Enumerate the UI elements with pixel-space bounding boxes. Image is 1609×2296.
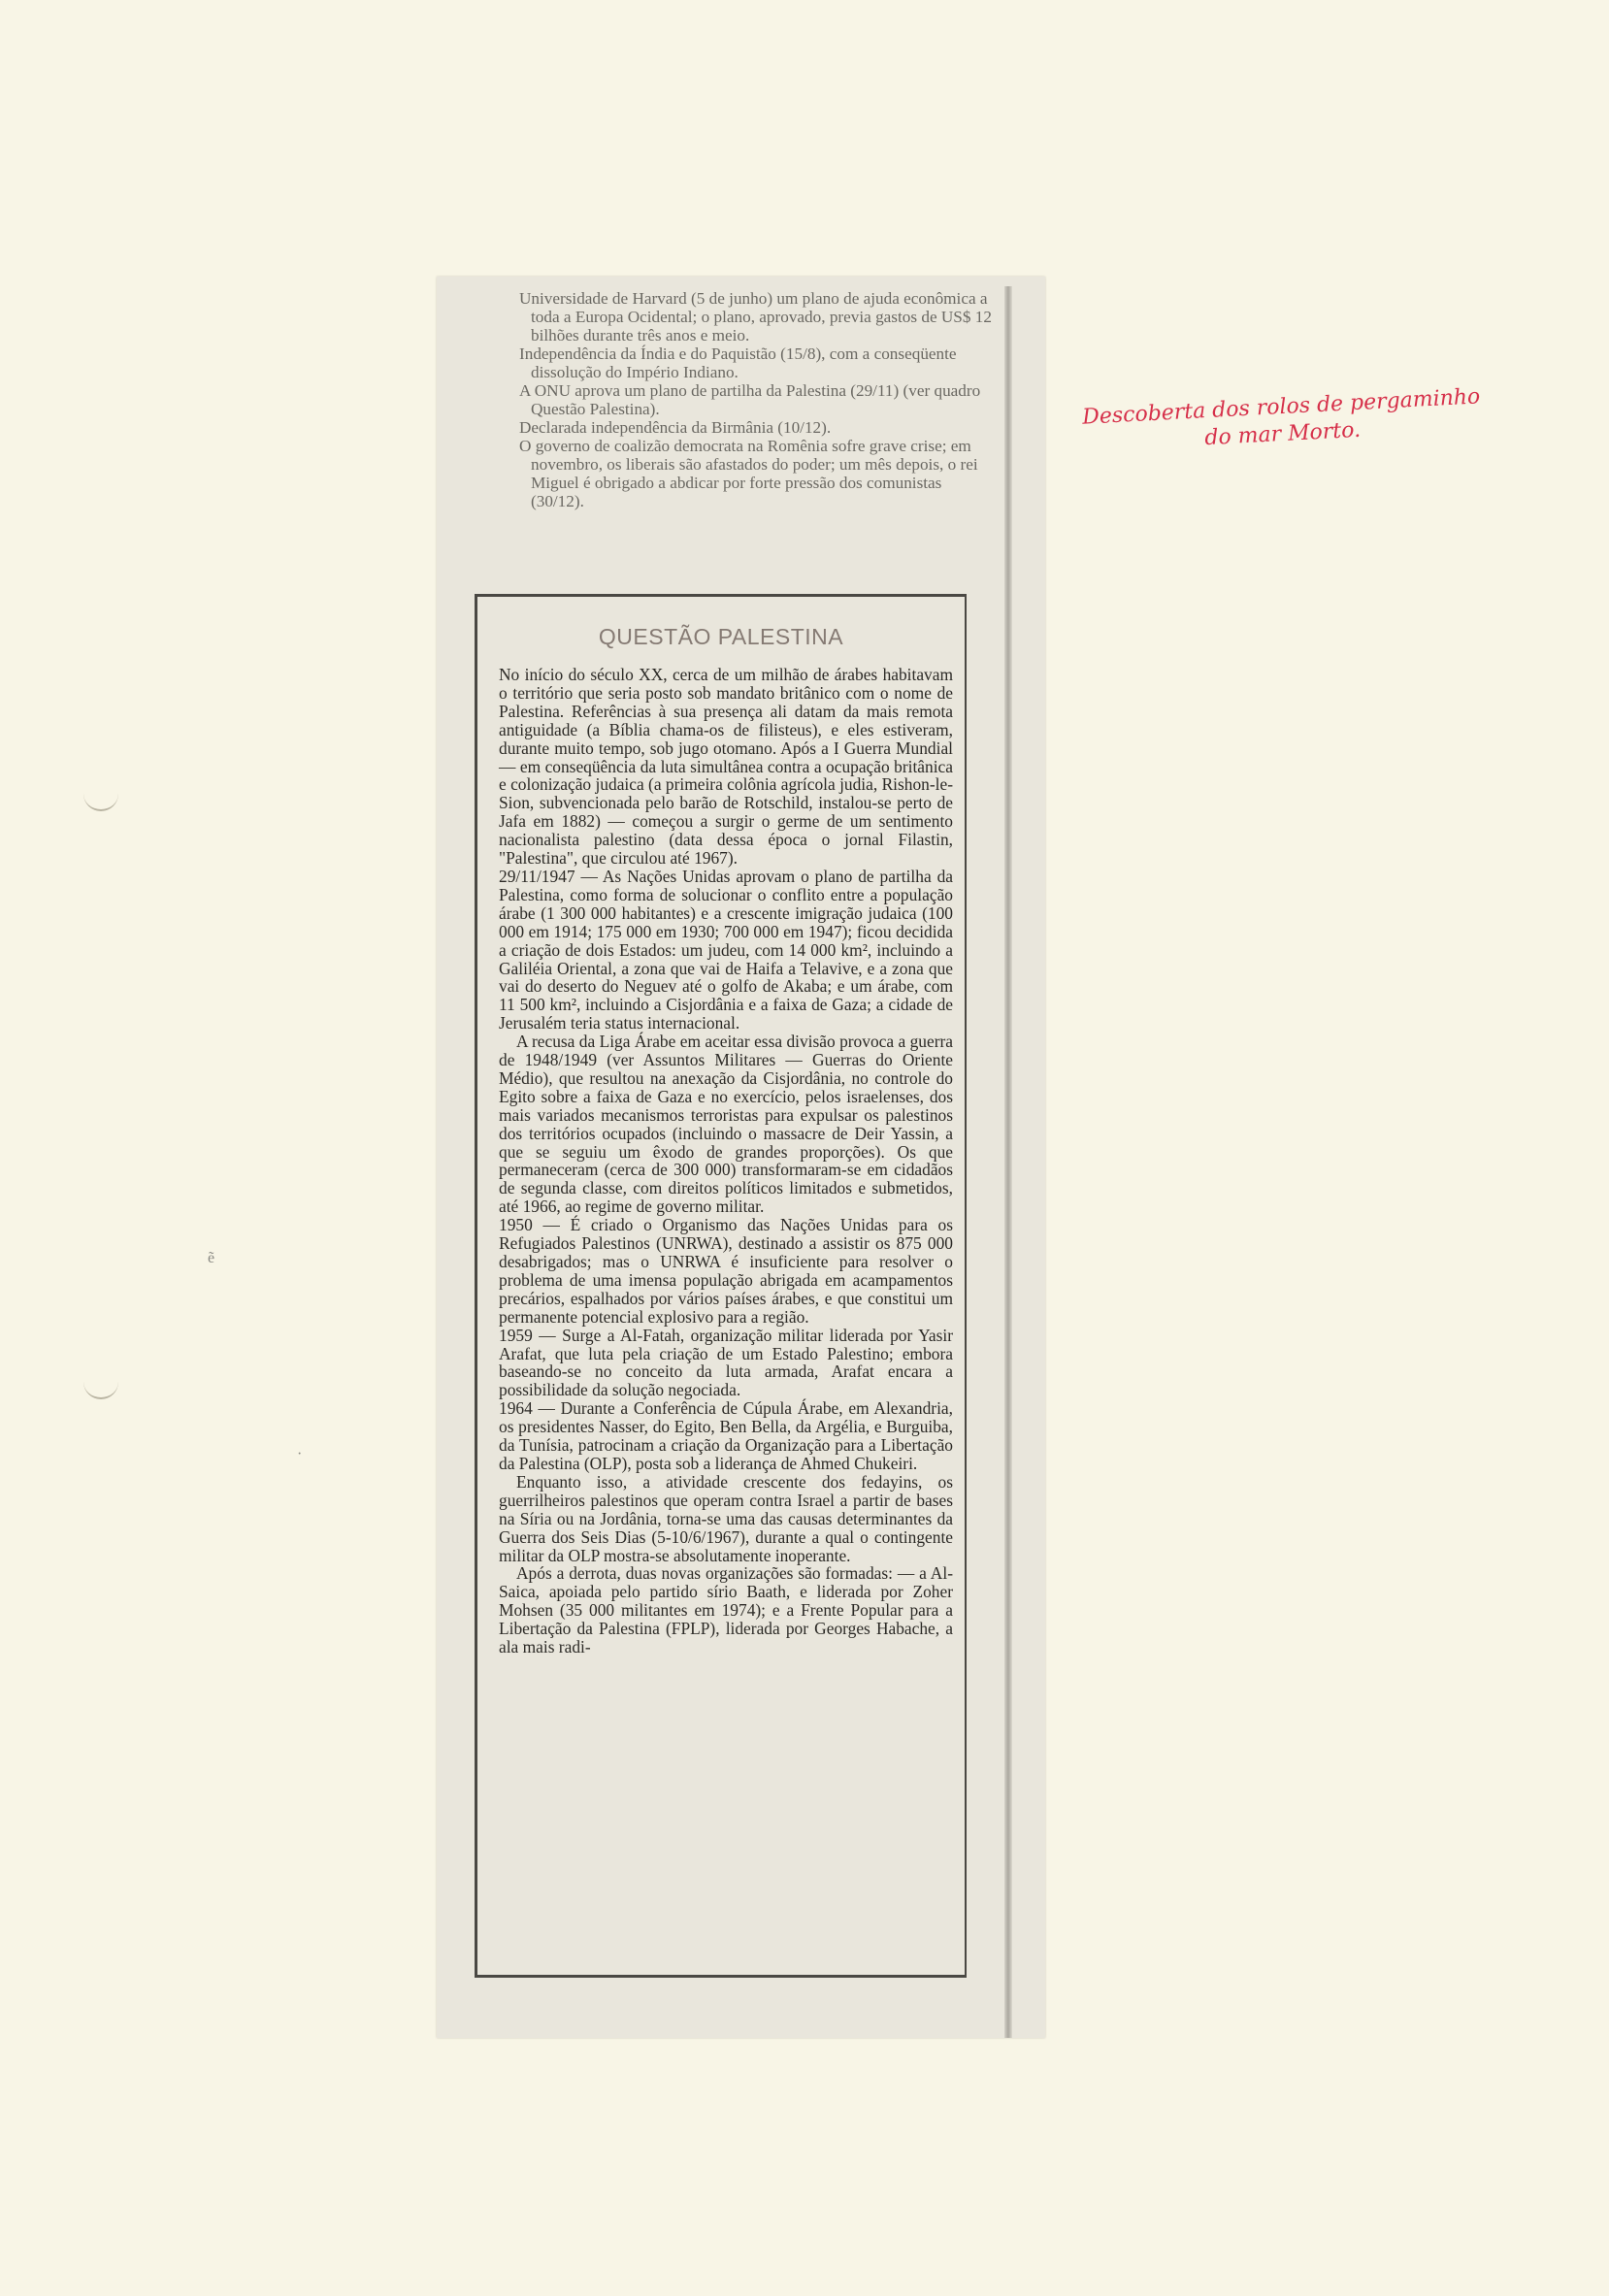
top-item: O governo de coalizão democrata na Romênia sofre grave crise; em novembro, os liberais são afastados do poder; um mês depois, o rei Miguel é obrigado a abdicar por forte pressão dos comunistas (30/12). [519, 437, 978, 510]
box-body [499, 666, 953, 1656]
punch-hole [83, 788, 118, 811]
box-title: QUESTÃO PALESTINA [598, 624, 844, 649]
questao-palestina-box [475, 594, 967, 1978]
box-paragraph: Enquanto isso, a atividade crescente dos fedayins, os guerrilheiros palestinos que operam contra Israel a partir de bases na Síria ou na Jordânia, torna-se uma das causas determinantes da Guerra dos Seis Dias (5-10/6/1967), durante a qual o contingente militar da OLP mostra-se absolutamente inoperante. [499, 1471, 953, 1565]
clipping-top-text [519, 289, 995, 510]
top-item: Declarada independência da Birmânia (10/12). [519, 418, 832, 437]
box-paragraph: No início do século XX, cerca de um milhão de árabes habitavam o território que seria posto sob mandato britânico com o nome de Palestina. Referências à sua presença ali datam da mais remota antiguidade (a Bíblia chama-os de filisteus), e eles estiveram, durante muito tempo, sob jugo otomano. Após a I Guerra Mundial — em conseqüência da luta simultânea contra a ocupação britânica e colonização judaica (a primeira colônia agrícola judia, Rishon-le-Sion, subvencionada pelo barão de Rotschild, instalou-se perto de Jafa em 1882) — começou a surgir o germe de um sentimento nacionalista palestino (data dessa época o jornal Filastin, "Palestina", que circulou até 1967). [499, 665, 953, 869]
box-paragraph: 29/11/1947 — As Nações Unidas aprovam o plano de partilha da Palestina, como forma de solucionar o conflito entre a população árabe (1 300 000 habitantes) e a crescente imigração judaica (100 000 em 1914; 175 000 em 1930; 700 000 em 1947); ficou decidida a criação de dois Estados: um judeu, com 14 000 km², incluindo a Galiléia Oriental, a zona que vai de Haifa a Telavive, e a zona que vai do deserto do Neguev até o golfo de Akaba; e um árabe, com 11 500 km², incluindo a Cisjordânia e a faixa de Gaza; a cidade de Jerusalém teria status internacional. [499, 866, 953, 1033]
box-paragraph: 1959 — Surge a Al-Fatah, organização militar liderada por Yasir Arafat, que luta pela criação de um Estado Palestino; embora baseando-se no conceito da luta armada, Arafat encara a possibilidade da solução negociada. [499, 1325, 953, 1400]
box-paragraph: A recusa da Liga Árabe em aceitar essa divisão provoca a guerra de 1948/1949 (ver Assuntos Militares — Guerras do Oriente Médio), que resultou na anexação da Cisjordânia, no controle do Egito sobre a faixa de Gaza e no exercício, pelos israelenses, dos mais variados mecanismos terroristas para expulsar os palestinos dos territórios ocupados (incluindo o massacre de Deir Yassin, a que se seguiu um êxodo de grandes proporções). Os que permaneceram (cerca de 300 000) transformaram-se em cidadãos de segunda classe, com direitos políticos limitados e submetidos, até 1966, ao regime de governo militar. [499, 1032, 953, 1217]
box-paragraph: 1950 — É criado o Organismo das Nações Unidas para os Refugiados Palestinos (UNRWA), destinado a assistir os 875 000 desabrigados; mas o UNRWA é insuficiente para resolver o problema de uma imensa população abrigada em acampamentos precários, espalhados por vários países árabes, e que constitui um permanente potencial explosivo para a região. [499, 1215, 953, 1327]
top-item: A ONU aprova um plano de partilha da Palestina (29/11) (ver quadro Questão Palestina). [519, 381, 981, 418]
top-item: Universidade de Harvard (5 de junho) um plano de ajuda econômica a toda a Europa Ocidental; o plano, aprovado, previa gastos de US$ 12 bilhões durante três anos e meio. [519, 289, 992, 344]
punch-hole [83, 1376, 118, 1399]
top-item: Independência da Índia e do Paquistão (15/8), com a conseqüente dissolução do Império Indiano. [519, 344, 957, 381]
handwritten-note: Descoberta dos rolos de pergaminho do mar Morto. [1081, 384, 1481, 451]
speck: ẽ [208, 1250, 215, 1266]
clipping-edge [1004, 286, 1012, 2038]
speck: · [297, 1446, 303, 1462]
box-paragraph: Após a derrota, duas novas organizações são formadas: — a Al-Saica, apoiada pelo partido sírio Baath, e liderada por Zoher Mohsen (35 000 militantes em 1974); e a Frente Popular para a Libertação da Palestina (FPLP), liderada por Georges Habache, a ala mais radi- [499, 1563, 953, 1657]
box-paragraph: 1964 — Durante a Conferência de Cúpula Árabe, em Alexandria, os presidentes Nasser, do Egito, Ben Bella, da Argélia, e Burguiba, da Tunísia, patrocinam a criação da Organização para a Libertação da Palestina (OLP), posta sob a liderança de Ahmed Chukeiri. [499, 1398, 953, 1473]
